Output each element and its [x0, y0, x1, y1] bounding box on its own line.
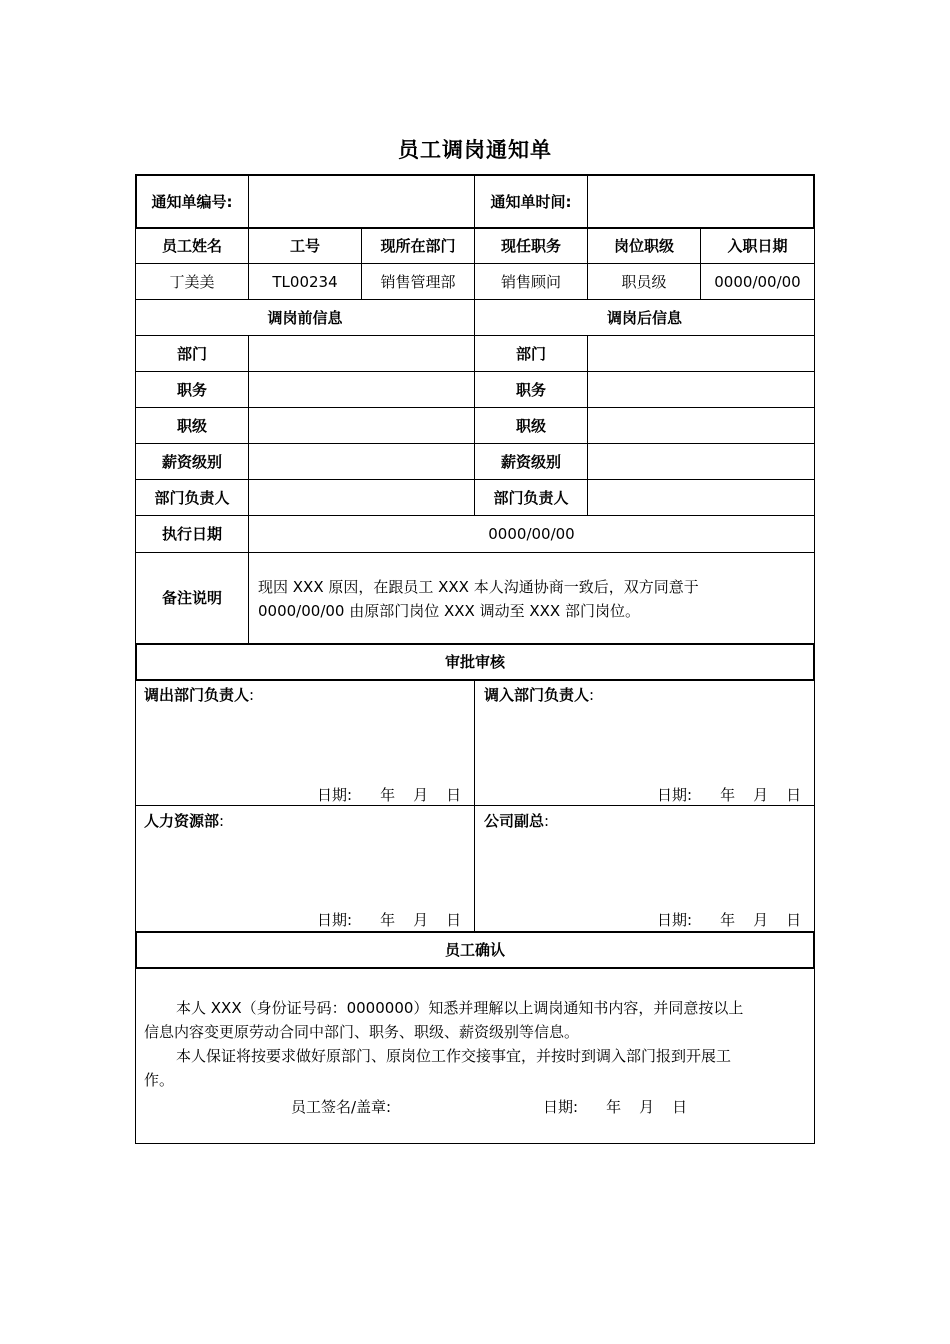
confirm-para2-line2: 作。 [144, 1071, 175, 1089]
notice-no-field[interactable] [249, 176, 474, 227]
signature-field[interactable]: 员工签名/盖章: [291, 1098, 392, 1116]
before-level-label: 职级 [176, 416, 207, 435]
after-dept-head-field[interactable] [588, 480, 814, 515]
before-position-field[interactable] [249, 372, 474, 407]
after-dept-label: 部门 [515, 344, 546, 363]
notice-time-field[interactable] [588, 176, 813, 227]
before-dept-label: 部门 [176, 344, 207, 363]
in-dept-head-label: 调入部门负责人: [484, 686, 595, 704]
before-dept-field[interactable] [249, 336, 474, 371]
confirm-para2-line1: 本人保证将按要求做好原部门、原岗位工作交接事宜，并按时到调入部门报到开展工 [176, 1047, 732, 1065]
transfer-notice-form [135, 174, 815, 1144]
col-hire-date: 入职日期 [727, 237, 788, 255]
notice-time-label: 通知单时间: [490, 192, 572, 211]
col-employee-name: 员工姓名 [161, 237, 222, 255]
current-position[interactable]: 销售顾问 [500, 272, 561, 291]
after-info-title: 调岗后信息 [606, 308, 682, 327]
exec-date-field[interactable]: 0000/00/00 [488, 525, 575, 543]
remark-text[interactable] [258, 575, 808, 623]
confirm-text [144, 996, 809, 1092]
after-dept-head-label: 部门负责人 [493, 488, 569, 507]
before-level-field[interactable] [249, 408, 474, 443]
remark-line-2: 0000/00/00 由原部门岗位 XXX 调动至 XXX 部门岗位。 [258, 602, 640, 620]
current-dept[interactable]: 销售管理部 [380, 272, 456, 291]
after-position-label: 职务 [515, 380, 546, 399]
remark-line-1: 现因 XXX 原因，在跟员工 XXX 本人沟通协商一致后，双方同意于 [258, 578, 699, 596]
page-title: 员工调岗通知单 [398, 138, 552, 162]
confirm-section-title: 员工确认 [444, 941, 505, 959]
hire-date[interactable]: 0000/00/00 [714, 272, 801, 291]
confirm-para1-line2: 信息内容变更原劳动合同中部门、职务、职级、薪资级别等信息。 [144, 1023, 580, 1041]
before-dept-head-label: 部门负责人 [154, 488, 230, 507]
after-salary-grade-label: 薪资级别 [500, 452, 561, 471]
notice-no-label: 通知单编号: [151, 192, 233, 211]
before-info-title: 调岗前信息 [267, 308, 343, 327]
col-employee-id: 工号 [289, 237, 320, 255]
before-salary-grade-label: 薪资级别 [161, 452, 222, 471]
confirm-date[interactable]: 日期: 年 月 日 [543, 1098, 688, 1116]
after-level-field[interactable] [588, 408, 814, 443]
employee-name[interactable]: 丁美美 [169, 272, 215, 291]
out-dept-head-label: 调出部门负责人: [144, 686, 255, 704]
employee-id[interactable]: TL00234 [272, 272, 338, 291]
after-level-label: 职级 [515, 416, 546, 435]
exec-date-label: 执行日期 [161, 525, 222, 543]
hr-label: 人力资源部: [144, 812, 225, 830]
after-position-field[interactable] [588, 372, 814, 407]
after-salary-grade-field[interactable] [588, 444, 814, 479]
vp-label: 公司副总: [484, 812, 550, 830]
in-dept-head-date[interactable]: 日期: 年 月 日 [657, 786, 802, 804]
approval-section-title: 审批审核 [444, 653, 505, 671]
position-level[interactable]: 职员级 [621, 272, 667, 291]
remark-label: 备注说明 [161, 589, 222, 607]
hr-date[interactable]: 日期: 年 月 日 [317, 911, 462, 929]
out-dept-head-date[interactable]: 日期: 年 月 日 [317, 786, 462, 804]
before-salary-grade-field[interactable] [249, 444, 474, 479]
col-current-position: 现任职务 [500, 237, 561, 255]
vp-date[interactable]: 日期: 年 月 日 [657, 911, 802, 929]
confirm-para1-line1: 本人 XXX（身份证号码：0000000）知悉并理解以上调岗通知书内容，并同意按以上 [176, 999, 744, 1017]
col-position-level: 岗位职级 [613, 237, 674, 255]
after-dept-field[interactable] [588, 336, 814, 371]
before-position-label: 职务 [176, 380, 207, 399]
before-dept-head-field[interactable] [249, 480, 474, 515]
col-current-dept: 现所在部门 [380, 237, 456, 255]
